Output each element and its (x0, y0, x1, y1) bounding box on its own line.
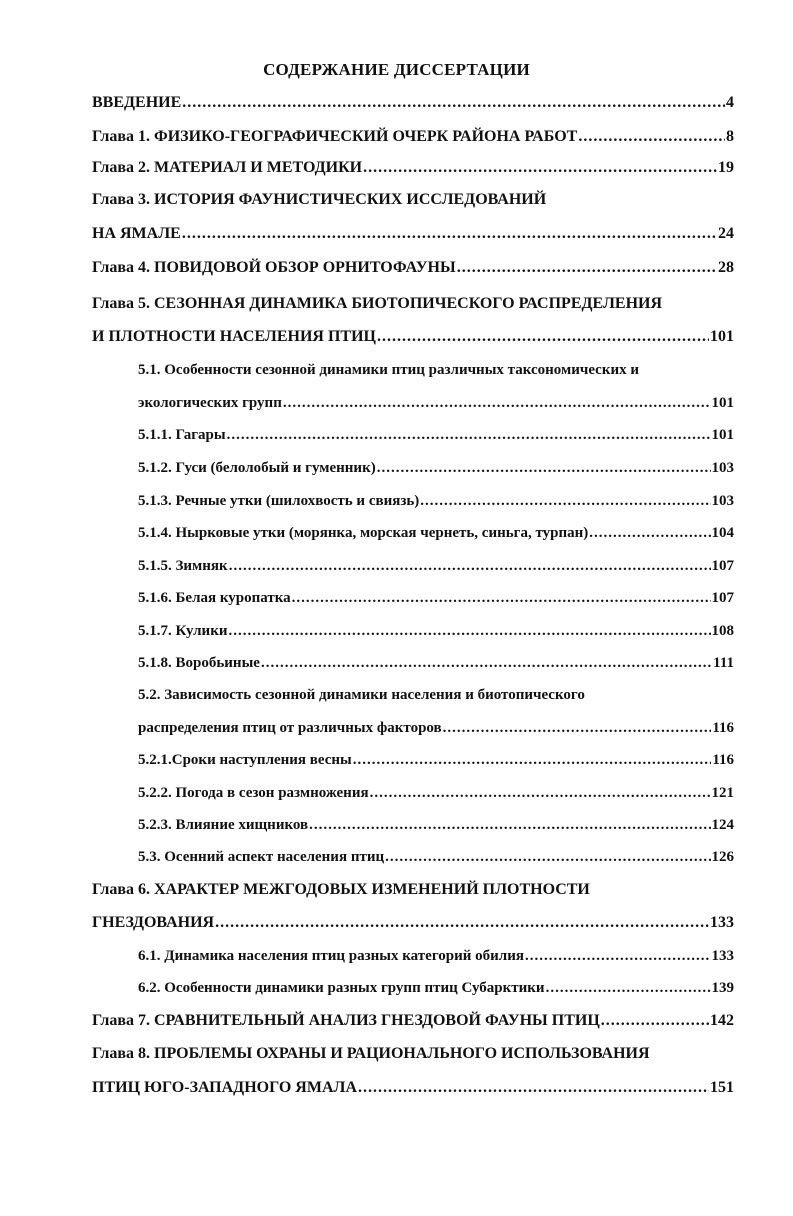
toc-entry-text: экологических групп (138, 395, 282, 411)
toc-entry-page: 126 (711, 849, 734, 865)
toc-entry-text: 5.2.1.Сроки наступления весны (138, 752, 352, 768)
toc-entry-text: Глава 4. ПОВИДОВОЙ ОБЗОР ОРНИТОФАУНЫ (92, 259, 456, 276)
toc-leader-dots (546, 973, 711, 1003)
toc-leader-dots (215, 908, 709, 938)
toc-entry (138, 583, 734, 613)
toc-leader-dots (309, 810, 710, 840)
toc-leader-dots (182, 88, 725, 118)
page-title: СОДЕРЖАНИЕ ДИССЕРТАЦИИ (263, 60, 530, 79)
toc-entry-page: 24 (718, 225, 734, 242)
toc-entry-text: Глава 1. ФИЗИКО-ГЕОГРАФИЧЕСКИЙ ОЧЕРК РАЙОНА РАБОТ (92, 128, 578, 145)
toc-entry (138, 551, 734, 581)
toc-entry-text: НА ЯМАЛЕ (92, 225, 181, 242)
toc-entry-page: 108 (711, 623, 734, 639)
toc-entry-page: 116 (712, 720, 734, 736)
toc-entry-text: 5.1.5. Зимняк (138, 558, 228, 574)
toc-entry (92, 1073, 734, 1103)
toc-leader-dots (457, 253, 717, 283)
toc-entry-text: 5.1.4. Нырковые утки (морянка, морская чернеть, синьга, турпан) (138, 525, 589, 541)
toc-entry (138, 355, 734, 385)
toc-entry (138, 745, 734, 775)
toc-entry (92, 1006, 734, 1036)
toc-entry (138, 388, 734, 418)
toc-entry (92, 253, 734, 283)
toc-leader-dots (420, 486, 710, 516)
toc-entry-page: 101 (710, 328, 734, 345)
toc-entry-page: 133 (711, 948, 734, 964)
toc-entry-text: И ПЛОТНОСТИ НАСЕЛЕНИЯ ПТИЦ (92, 328, 376, 345)
toc-entry-page: 19 (718, 159, 734, 176)
toc-leader-dots (182, 219, 717, 249)
toc-entry (92, 1039, 734, 1069)
toc-entry-text: Глава 8. ПРОБЛЕМЫ ОХРАНЫ И РАЦИОНАЛЬНОГО ИСПОЛЬЗОВАНИЯ (92, 1045, 650, 1062)
toc-entry-text: распределения птиц от различных факторов (138, 720, 442, 736)
toc-entry-page: 151 (710, 1079, 734, 1096)
toc-entry (138, 713, 734, 743)
toc-entry (138, 680, 734, 710)
toc-entry-page: 142 (710, 1012, 734, 1029)
toc-entry-text: 5.2.2. Погода в сезон размножения (138, 785, 369, 801)
toc-entry (138, 810, 734, 840)
toc-leader-dots (525, 941, 711, 971)
toc-entry-page: 116 (712, 752, 734, 768)
toc-leader-dots (377, 453, 711, 483)
toc-entry (92, 289, 734, 319)
toc-leader-dots (578, 122, 725, 152)
toc-entry (138, 453, 734, 483)
toc-entry-text: 5.1.6. Белая куропатка (138, 590, 291, 606)
toc-entry-text: 5.1.1. Гагары (138, 427, 226, 443)
toc-entry-text: 5.1. Особенности сезонной динамики птиц различных таксономических и (138, 362, 639, 378)
toc-entry-page: 101 (711, 427, 734, 443)
toc-entry-text: Глава 6. ХАРАКТЕР МЕЖГОДОВЫХ ИЗМЕНЕНИЙ ПЛОТНОСТИ (92, 881, 590, 898)
toc-entry-page: 4 (726, 94, 734, 111)
toc-entry-page: 28 (718, 259, 734, 276)
toc-leader-dots (358, 1073, 709, 1103)
toc-entry-text: 6.2. Особенности динамики разных групп птиц Субарктики (138, 980, 545, 996)
toc-entry (138, 616, 734, 646)
toc-leader-dots (370, 778, 711, 808)
toc-entry (92, 322, 734, 352)
toc-entry (138, 778, 734, 808)
toc-entry-page: 103 (711, 493, 734, 509)
toc-entry (92, 908, 734, 938)
toc-entry-text: ПТИЦ ЮГО-ЗАПАДНОГО ЯМАЛА (92, 1079, 357, 1096)
toc-entry (92, 219, 734, 249)
toc-leader-dots (377, 322, 709, 352)
toc-leader-dots (229, 551, 711, 581)
toc-entry-text: 5.1.2. Гуси (белолобый и гуменник) (138, 460, 376, 476)
toc-entry-text: Глава 7. СРАВНИТЕЛЬНЫЙ АНАЛИЗ ГНЕЗДОВОЙ ФАУНЫ ПТИЦ (92, 1012, 600, 1029)
toc-entry-text: 5.1.7. Кулики (138, 623, 228, 639)
toc-leader-dots (228, 616, 710, 646)
toc-entry (138, 842, 734, 872)
toc-entry-page: 111 (713, 655, 734, 671)
toc-leader-dots (385, 842, 710, 872)
toc-entry-text: Глава 3. ИСТОРИЯ ФАУНИСТИЧЕСКИХ ИССЛЕДОВАНИЙ (92, 191, 547, 208)
toc-leader-dots (363, 153, 717, 183)
toc-entry (138, 973, 734, 1003)
toc-entry-page: 121 (711, 785, 734, 801)
toc-entry-text: Глава 2. МАТЕРИАЛ И МЕТОДИКИ (92, 159, 363, 176)
toc-entry-page: 104 (711, 525, 734, 541)
toc-entry (92, 88, 734, 118)
toc-entry (92, 875, 734, 905)
toc-leader-dots (443, 713, 712, 743)
toc-entry-page: 107 (711, 558, 734, 574)
toc-entry-text: Глава 5. СЕЗОННАЯ ДИНАМИКА БИОТОПИЧЕСКОГО РАСПРЕДЕЛЕНИЯ (92, 295, 663, 312)
toc-entry-text: 5.1.8. Воробьиные (138, 655, 260, 671)
toc-entry-text: 5.1.3. Речные утки (шилохвость и свиязь) (138, 493, 420, 509)
toc-entry-page: 107 (711, 590, 734, 606)
toc-entry (138, 941, 734, 971)
toc-entry-text: ВВЕДЕНИЕ (92, 94, 182, 111)
toc-leader-dots (353, 745, 712, 775)
toc-entry (92, 122, 734, 152)
toc-entry (138, 486, 734, 516)
toc-entry (138, 518, 734, 548)
toc-leader-dots (292, 583, 711, 613)
toc-entry-page: 101 (711, 395, 734, 411)
toc-entry-page: 8 (726, 128, 734, 145)
toc-leader-dots (589, 518, 710, 548)
toc-entry-page: 103 (711, 460, 734, 476)
toc-entry-text: 5.2. Зависимость сезонной динамики населения и биотопического (138, 687, 585, 703)
toc-entry-text: 6.1. Динамика населения птиц разных категорий обилия (138, 948, 524, 964)
toc-entry (138, 648, 734, 678)
toc-entry-text: 5.3. Осенний аспект населения птиц (138, 849, 385, 865)
toc-entry (92, 185, 734, 215)
toc-entry-text: 5.2.3. Влияние хищников (138, 817, 309, 833)
toc-entry (92, 153, 734, 183)
toc-leader-dots (601, 1006, 709, 1036)
toc-leader-dots (261, 648, 712, 678)
toc-entry-text: ГНЕЗДОВАНИЯ (92, 914, 215, 931)
toc-leader-dots (283, 388, 711, 418)
toc-entry-page: 133 (710, 914, 734, 931)
toc-entry-page: 124 (711, 817, 734, 833)
toc-entry-page: 139 (711, 980, 734, 996)
toc-leader-dots (227, 420, 711, 450)
toc-entry (138, 420, 734, 450)
